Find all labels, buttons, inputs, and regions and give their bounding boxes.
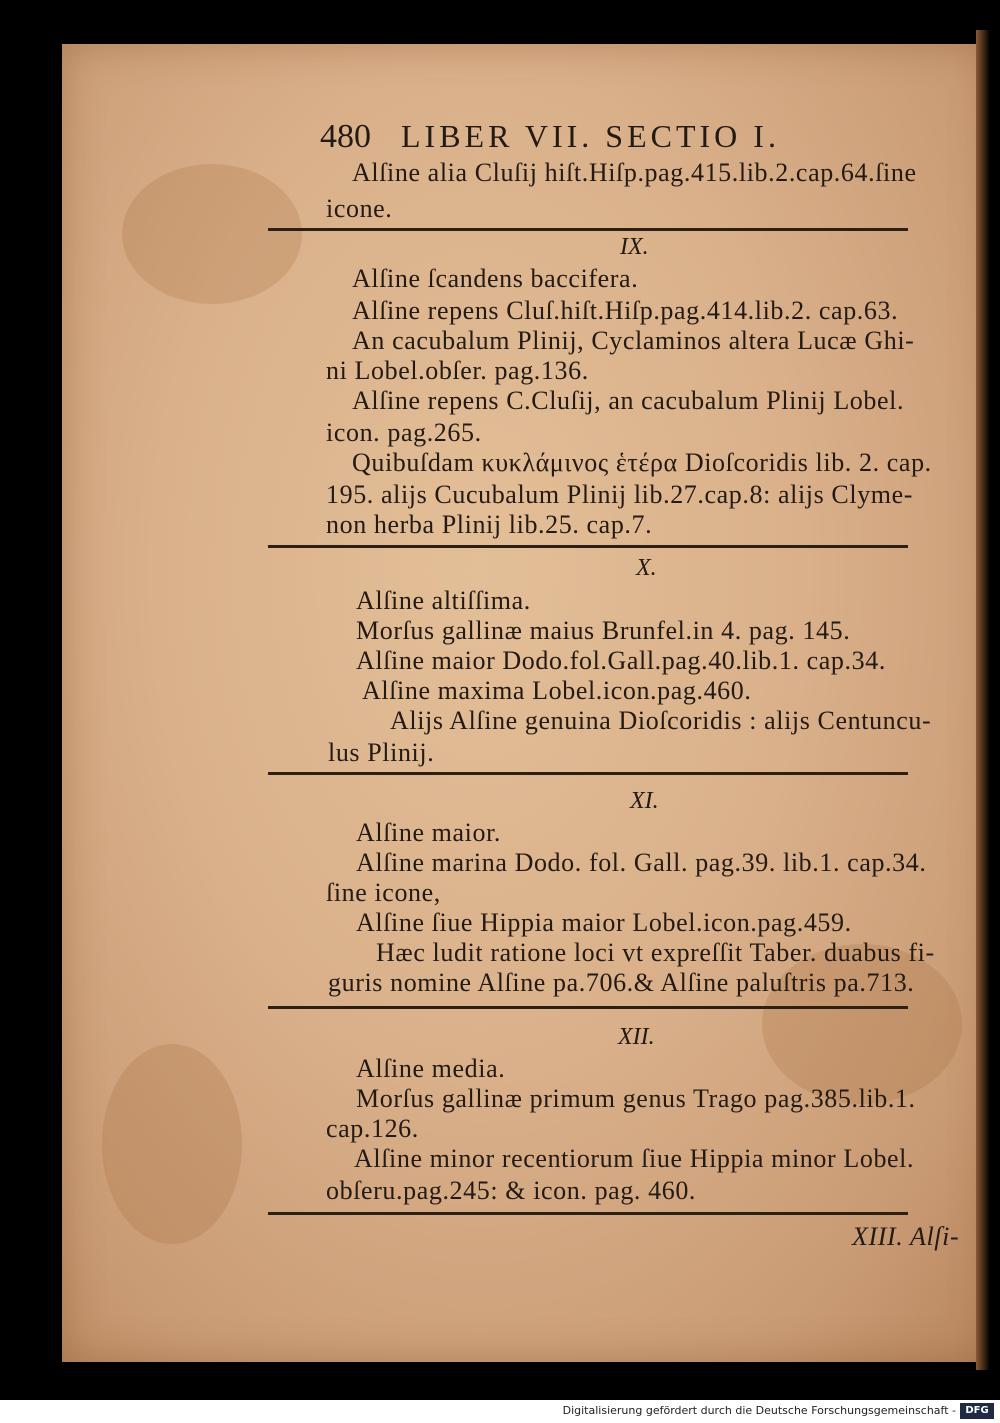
section-rule xyxy=(268,545,908,548)
section-rule xyxy=(268,1212,908,1215)
catchword: XIII. Alſi- xyxy=(852,1222,960,1251)
page-header xyxy=(320,118,780,156)
section-numeral: XI. xyxy=(630,788,659,814)
text-line: Alſine maior. xyxy=(356,818,501,847)
text-line: Quibuſdam κυκλάμινος ἑτέρα Dioſcoridis lib. 2. cap. xyxy=(352,448,932,477)
footer-text: Digitalisierung gefördert durch die Deutsche Forschungsgemeinschaft - xyxy=(562,1404,956,1417)
page-edge xyxy=(976,30,990,1370)
text-line: Alſine alia Cluſij hiſt.Hiſp.pag.415.lib.2.cap.64.ſine xyxy=(352,158,917,187)
text-line: Alſine minor recentiorum ſiue Hippia minor Lobel. xyxy=(354,1144,915,1173)
text-line: ſine icone, xyxy=(326,878,441,907)
text-line: Morſus gallinæ maius Brunfel.in 4. pag. 145. xyxy=(356,616,851,645)
text-line: Alſine maior Dodo.fol.Gall.pag.40.lib.1. cap.34. xyxy=(356,646,886,675)
section-rule xyxy=(268,228,908,231)
text-line: Alſine maxima Lobel.icon.pag.460. xyxy=(362,676,752,705)
text-line: Alſine media. xyxy=(356,1054,506,1083)
text-line: An cacubalum Plinij, Cyclaminos altera Lucæ Ghi- xyxy=(352,326,915,355)
paper-stain xyxy=(122,164,302,304)
text-line: obſeru.pag.245: & icon. pag. 460. xyxy=(326,1176,697,1205)
text-line: guris nomine Alſine pa.706.& Alſine paluſtris pa.713. xyxy=(328,968,915,997)
text-line: Alſine ſiue Hippia maior Lobel.icon.pag.459. xyxy=(356,908,852,937)
text-line: icone. xyxy=(326,194,393,223)
text-line: Alſine marina Dodo. fol. Gall. pag.39. lib.1. cap.34. xyxy=(356,848,927,877)
dfg-logo: DFG xyxy=(960,1403,994,1419)
text-line: Alſine repens C.Cluſij, an cacubalum Plinij Lobel. xyxy=(352,386,905,415)
text-line: non herba Plinij lib.25. cap.7. xyxy=(326,510,653,539)
text-line: 195. alijs Cucubalum Plinij lib.27.cap.8: alijs Clyme- xyxy=(326,480,914,509)
digitization-footer xyxy=(0,1400,1000,1423)
page-number: 480 xyxy=(320,118,371,155)
text-line: Hæc ludit ratione loci vt expreſſit Taber. duabus fi- xyxy=(376,938,935,967)
section-rule xyxy=(268,1006,908,1009)
text-line: Alſine ſcandens baccifera. xyxy=(352,264,639,293)
text-line: Alſine repens Cluſ.hiſt.Hiſp.pag.414.lib.2. cap.63. xyxy=(352,296,899,325)
section-numeral: X. xyxy=(636,555,657,581)
text-line: Morſus gallinæ primum genus Trago pag.385.lib.1. xyxy=(356,1084,916,1113)
text-line: lus Plinij. xyxy=(328,738,435,767)
section-numeral: IX. xyxy=(620,234,649,260)
text-line: icon. pag.265. xyxy=(326,418,482,447)
text-line: cap.126. xyxy=(326,1114,419,1143)
section-rule xyxy=(268,772,908,775)
text-line: Alſine altiſſima. xyxy=(356,586,531,615)
running-title: LIBER VII. SECTIO I. xyxy=(401,118,780,154)
text-line: Alijs Alſine genuina Dioſcoridis : alijs Centuncu- xyxy=(390,706,932,735)
section-numeral: XII. xyxy=(618,1024,655,1050)
text-line: ni Lobel.obſer. pag.136. xyxy=(326,356,589,385)
paper-stain xyxy=(102,1044,242,1244)
